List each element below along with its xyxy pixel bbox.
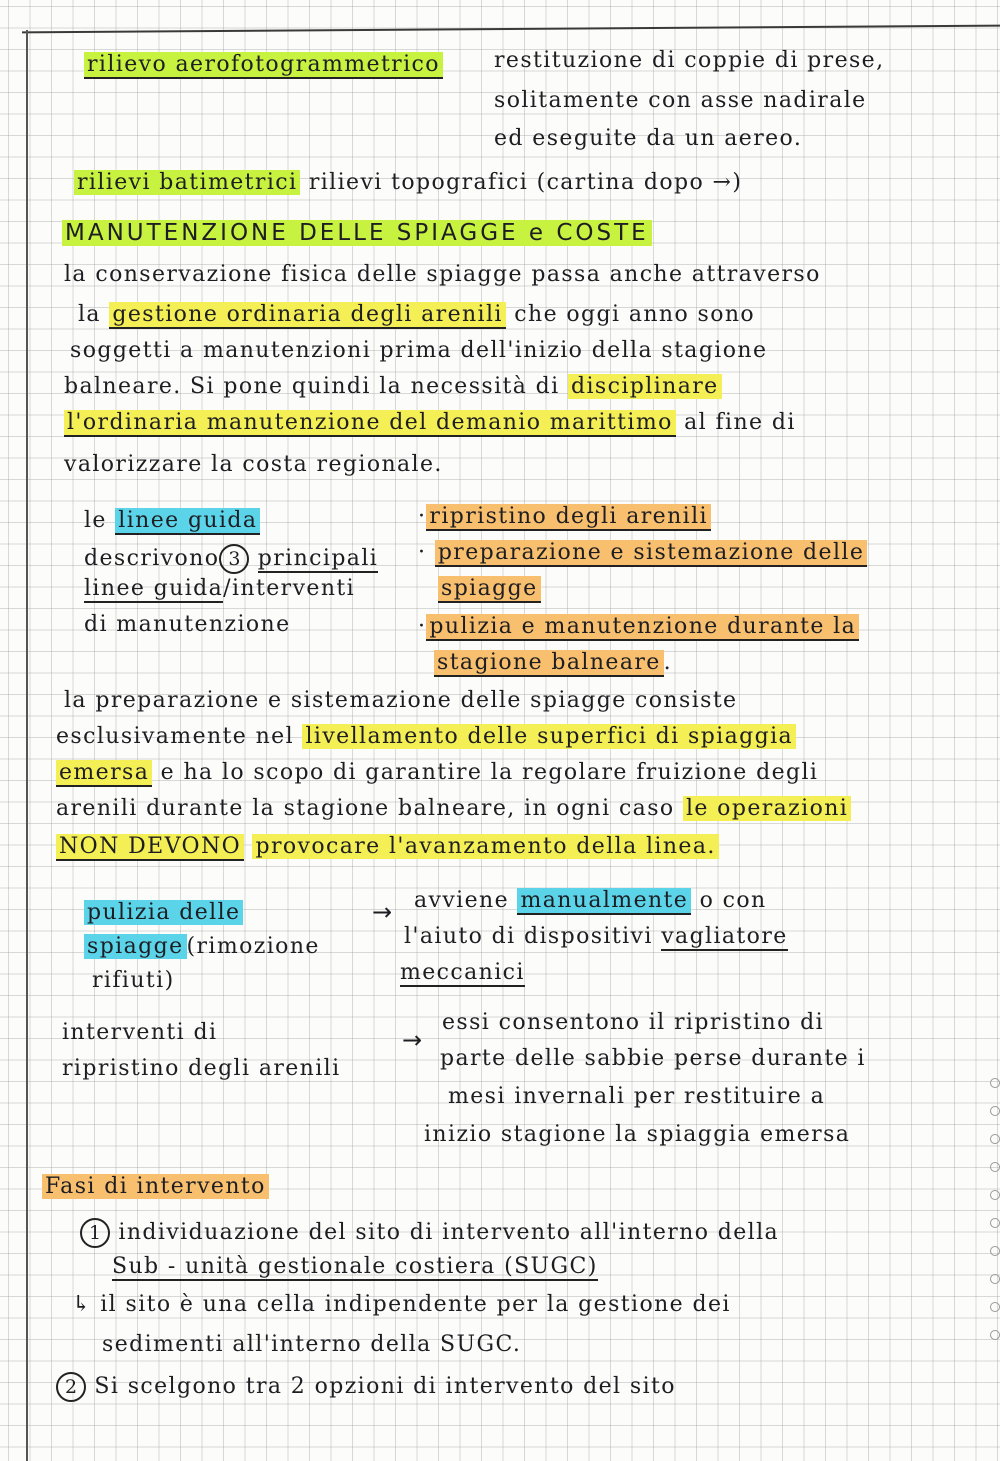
text-line — [56, 726, 796, 748]
text-line: la preparazione e sistemazione delle spiagge consiste — [64, 688, 738, 713]
text-line — [74, 172, 742, 194]
text-line: sedimenti all'interno della SUGC. — [102, 1332, 522, 1357]
bullet-item — [418, 542, 867, 564]
text-span: l'aiuto di dispositivi — [404, 924, 653, 949]
bullet-item — [418, 616, 859, 638]
highlighted-phrase: pulizia delle — [84, 900, 243, 925]
highlighted-phrase: manualmente — [517, 888, 691, 915]
text-line — [78, 304, 755, 326]
highlighted-phrase: ripristino degli arenili — [426, 504, 711, 531]
text-line — [56, 798, 851, 820]
notebook-spiral — [986, 1060, 1000, 1360]
text-line: di manutenzione — [84, 612, 291, 637]
arrow-icon: →) — [712, 170, 743, 195]
bullet-item — [418, 506, 711, 528]
text-span: avviene — [414, 888, 510, 913]
highlighted-phrase: provocare l'avanzamento della linea. — [252, 834, 718, 859]
title-text: MANUTENZIONE DELLE SPIAGGE e COSTE — [62, 220, 652, 246]
return-arrow-icon: ↳ — [72, 1292, 92, 1317]
text-line: rifiuti) — [92, 968, 175, 993]
highlighted-term: rilievo aerofotogrammetrico — [84, 52, 443, 79]
circled-number: 2 — [56, 1372, 86, 1402]
text-line — [64, 412, 796, 434]
bullet-icon: · — [418, 504, 427, 529]
text-span: rilievi topografici (cartina dopo — [308, 170, 705, 195]
text-line: valorizzare la costa regionale. — [64, 452, 443, 477]
text-span: arenili durante la stagione balneare, in ogni caso — [56, 796, 675, 821]
page-top-edge — [22, 25, 1000, 34]
bullet-icon: · — [418, 614, 427, 639]
text-span: (rimozione — [186, 934, 320, 959]
text-span: balneare. Si pone quindi la necessità di — [64, 374, 560, 399]
highlighted-term: rilievi batimetrici — [74, 170, 300, 195]
text-span: il sito è una cella indipendente per la gestione dei — [100, 1292, 731, 1317]
text-span: la — [78, 302, 101, 327]
text-line: ed eseguite da un aereo. — [494, 126, 803, 151]
text-span: descrivono — [84, 546, 220, 571]
highlighted-phrase: gestione ordinaria degli arenili — [109, 302, 506, 329]
highlighted-phrase: preparazione e sistemazione delle — [435, 540, 867, 567]
highlighted-phrase: spiagge — [84, 934, 187, 959]
text-line — [438, 578, 541, 600]
text-line: soggetti a manutenzioni prima dell'inizio della stagione — [70, 338, 768, 363]
text-line: parte delle sabbie perse durante i — [440, 1046, 866, 1071]
highlighted-phrase: Fasi di intervento — [42, 1174, 269, 1199]
text-span: individuazione del sito di intervento all'interno della — [118, 1220, 780, 1245]
page-left-edge — [26, 30, 28, 1461]
text-line: inizio stagione la spiaggia emersa — [424, 1122, 851, 1147]
circled-number: 3 — [219, 544, 249, 574]
text-line — [434, 652, 672, 674]
text-line: ripristino degli arenili — [62, 1056, 341, 1081]
text-span: e ha lo scopo di garantire la regolare fruizione degli — [160, 760, 819, 785]
highlighted-phrase: livellamento delle superfici di spiaggia — [302, 724, 796, 749]
highlighted-phrase: disciplinare — [568, 374, 722, 399]
text-span: le — [84, 508, 107, 533]
circled-number: 1 — [80, 1218, 110, 1248]
text-line — [56, 762, 818, 784]
right-arrow-icon: → — [372, 898, 393, 926]
highlighted-phrase: emersa — [56, 760, 152, 787]
text-line — [84, 54, 443, 76]
text-span: esclusivamente nel — [56, 724, 295, 749]
text-line — [56, 1372, 676, 1402]
text-line — [64, 376, 722, 398]
text-line: essi consentono il ripristino di — [442, 1010, 825, 1035]
highlighted-phrase: l'ordinaria manutenzione del demanio marittimo — [64, 410, 676, 437]
text-line: interventi di — [62, 1020, 218, 1045]
text-span: principali — [257, 546, 379, 571]
text-line: restituzione di coppie di prese, — [494, 48, 885, 73]
text-span: o con — [699, 888, 767, 913]
text-line — [84, 936, 320, 958]
text-line: solitamente con asse nadirale — [494, 88, 867, 113]
text-line: la conservazione fisica delle spiagge passa anche attraverso — [64, 262, 821, 287]
text-line — [404, 926, 788, 948]
text-line — [112, 1256, 598, 1278]
text-span: . — [663, 650, 673, 675]
text-line — [84, 544, 378, 574]
text-span: che oggi anno sono — [514, 302, 756, 327]
text-span: al fine di — [684, 410, 796, 435]
highlighted-phrase: stagione balneare — [434, 650, 664, 677]
highlighted-phrase: linee guida — [115, 508, 260, 535]
highlighted-phrase: le operazioni — [683, 796, 851, 821]
right-arrow-icon: → — [402, 1026, 423, 1054]
text-span: Si scelgono tra 2 opzioni di intervento del sito — [94, 1374, 676, 1399]
text-line — [56, 836, 719, 858]
text-span: meccanici — [400, 960, 525, 985]
text-line — [414, 890, 767, 912]
highlighted-phrase: pulizia e manutenzione durante la — [426, 614, 859, 641]
text-line: mesi invernali per restituire a — [448, 1084, 826, 1109]
text-span: Sub - unità gestionale costiera (SUGC) — [112, 1254, 598, 1279]
section-title — [62, 222, 652, 245]
text-span: vagliatore — [661, 924, 788, 949]
text-line — [84, 510, 260, 532]
text-span: linee guida — [84, 576, 224, 601]
highlighted-phrase: NON DEVONO — [56, 834, 244, 861]
highlighted-phrase: spiagge — [438, 576, 541, 603]
text-line — [72, 1294, 731, 1316]
text-line — [80, 1218, 779, 1248]
text-line — [400, 962, 525, 984]
text-span: /interventi — [223, 576, 356, 601]
text-line — [84, 902, 243, 924]
text-line — [84, 578, 355, 600]
section-heading — [42, 1176, 269, 1198]
bullet-icon: · — [418, 540, 427, 565]
